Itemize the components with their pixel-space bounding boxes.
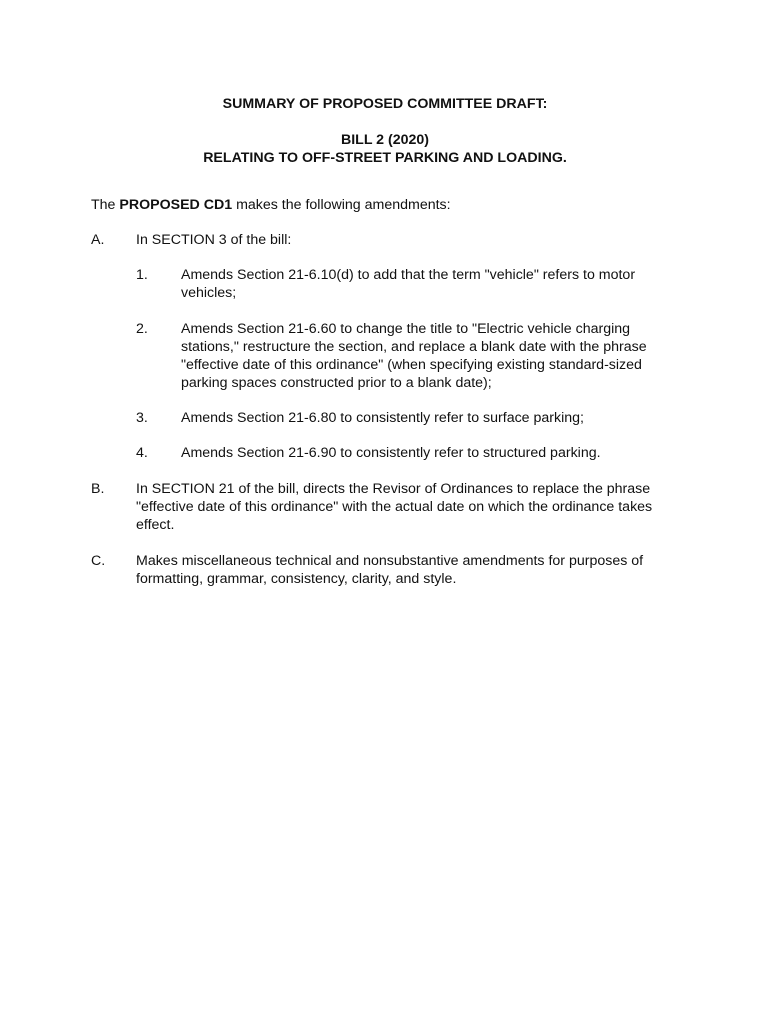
summary-heading: SUMMARY OF PROPOSED COMMITTEE DRAFT: — [222, 96, 548, 112]
section-b-marker: B. — [91, 481, 105, 497]
section-c-marker: C. — [91, 553, 106, 569]
intro-bold-term: PROPOSED CD1 — [119, 197, 233, 213]
section-c-text: Makes miscellaneous technical and nonsubstantive amendments for purposes of formatting, grammar, consistency, clarity, and style. — [136, 553, 644, 587]
item-3-text: Amends Section 21-6.80 to consistently refer to surface parking; — [181, 410, 584, 426]
item-4-marker: 4. — [136, 445, 148, 461]
item-4-text: Amends Section 21-6.90 to consistently refer to structured parking. — [181, 445, 601, 461]
intro-paragraph — [91, 196, 451, 214]
intro-prefix: The — [91, 197, 120, 213]
item-2-marker: 2. — [136, 321, 148, 337]
section-b-text: In SECTION 21 of the bill, directs the Revisor of Ordinances to replace the phrase "effective date of this ordinance" with the actual date on which the ordinance takes effect. — [136, 481, 653, 533]
item-3-marker: 3. — [136, 410, 148, 426]
section-a-text: In SECTION 3 of the bill: — [136, 232, 292, 248]
item-1-marker: 1. — [136, 267, 148, 283]
bill-number-heading: BILL 2 (2020) — [340, 132, 430, 148]
intro-suffix: makes the following amendments: — [232, 197, 451, 213]
item-2-text: Amends Section 21-6.60 to change the title to "Electric vehicle charging stations," restructure the section, and replace a blank date with the phrase "effective date of this ordinance" (when specifying existing standard-sized parking spaces constructed prior to a blank date); — [181, 321, 647, 391]
item-1-text: Amends Section 21-6.10(d) to add that the term "vehicle" refers to motor vehicles; — [181, 267, 636, 301]
section-a-marker: A. — [91, 232, 105, 248]
bill-subject-heading: RELATING TO OFF-STREET PARKING AND LOADING. — [203, 150, 567, 166]
